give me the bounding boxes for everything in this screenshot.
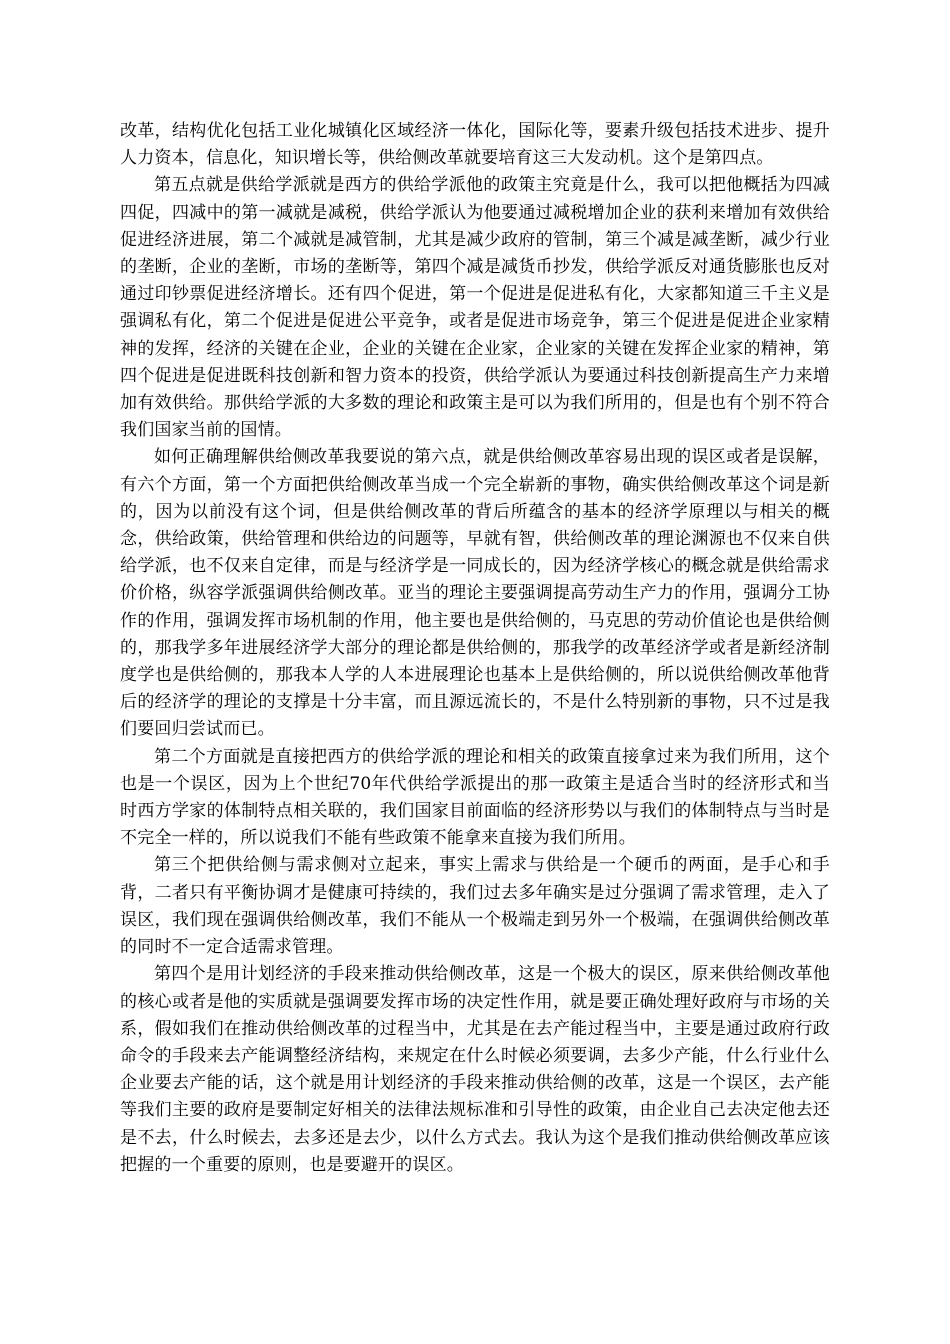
paragraph-fifth-point: 第五点就是供给学派就是西方的供给学派他的政策主究竟是什么，我可以把他概括为四减四促，四减中的第一减就是减税，供给学派认为他要通过减税增加企业的获利来增加有效供给促进经济进展，第二个减就是减管制，尤其是减少政府的管制，第三个减是减垄断，减少行业的垄断，企业的垄断，市场的垄断等，第四个减是减货币抄发，供给学派反对通货膨胀也反对通过印钞票促进经济增长。还有四个促进，第一个促进是促进私有化，大家都知道三千主义是强调私有化，第二个促进是促进公平竞争，或者是促进市场竞争，第三个促进是促进企业家精神的发挥，经济的关键在企业，企业的关键在企业家，企业家的关键在发挥企业家的精神，第四个促进是促进既科技创新和智力资本的投资，供给学派认为要通过科技创新提高生产力来增加有效供给。那供给学派的大多数的理论和政策主是可以为我们所用的，但是也有个别不符合我们国家当前的国情。 (120, 175, 830, 441)
paragraph-continuation: 改革，结构优化包括工业化城镇化区域经济一体化，国际化等，要素升级包括技术进步、提升人力资本，信息化，知识增长等，供给侧改革就要培育这三大发动机。这个是第四点。 (120, 121, 830, 169)
paragraph-second-aspect: 第二个方面就是直接把西方的供给学派的理论和相关的政策直接拿过来为我们所用，这个也是一个误区，因为上个世纪70年代供给学派提出的那一政策主是适合当时的经济形式和当时西方学家的体制特点相关联的，我们国家目前面临的经济形势以与我们的体制特点与当时是不完全一样的，所以说我们不能有些政策不能拿来直接为我们所用。 (120, 746, 830, 849)
paragraph-third-aspect: 第三个把供给侧与需求侧对立起来，事实上需求与供给是一个硬币的两面，是手心和手背，二者只有平衡协调才是健康可持续的，我们过去多年确实是过分强调了需求管理，走入了误区，我们现在强调供给侧改革，我们不能从一个极端走到另外一个极端，在强调供给侧改革的同时不一定合适需求管理。 (120, 855, 830, 958)
paragraph-fourth-aspect: 第四个是用计划经济的手段来推动供给侧改革，这是一个极大的误区，原来供给侧改革他的核心或者是他的实质就是强调要发挥市场的决定性作用，就是要正确处理好政府与市场的关系，假如我们在推动供给侧改革的过程当中，尤其是在去产能过程当中，主要是通过政府行政命令的手段来去产能调整经济结构，来规定在什么时候必须要调，去多少产能，什么行业什么企业要去产能的话，这个就是用计划经济的手段来推动供给侧的改革，这是一个误区，去产能等我们主要的政府是要制定好相关的法律法规标准和引导性的政策，由企业自己去决定他去还是不去，什么时候去，去多还是去少，以什么方式去。我认为这个是我们推动供给侧改革应该把握的一个重要的原则，也是要避开的误区。 (120, 964, 830, 1175)
document-body (120, 118, 830, 1179)
paragraph-sixth-point: 如何正确理解供给侧改革我要说的第六点，就是供给侧改革容易出现的误区或者是误解，有六个方面，第一个方面把供给侧改革当成一个完全崭新的事物，确实供给侧改革这个词是新的，因为以前没有这个词，但是供给侧改革的背后所蕴含的基本的经济学原理以与相关的概念，供给政策，供给管理和供给边的问题等，早就有智，供给侧改革的理论渊源也不仅来自供给学派，也不仅来自定律，而是与经济学是一同成长的，因为经济学核心的概念就是供给需求价价格，纵容学派强调供给侧改革。亚当的理论主要强调提高劳动生产力的作用，强调分工协作的作用，强调发挥市场机制的作用，他主要也是供给侧的，马克思的劳动价值论也是供给侧的，那我学多年进展经济学大部分的理论都是供给侧的，那我学的改革经济学或者是新经济制度学也是供给侧的，那我本人学的人本进展理论也基本上是供给侧的，所以说供给侧改革他背后的经济学的理论的支撑是十分丰富，而且源远流长的，不是什么特别新的事物，只不过是我们要回归尝试而已。 (120, 447, 830, 740)
